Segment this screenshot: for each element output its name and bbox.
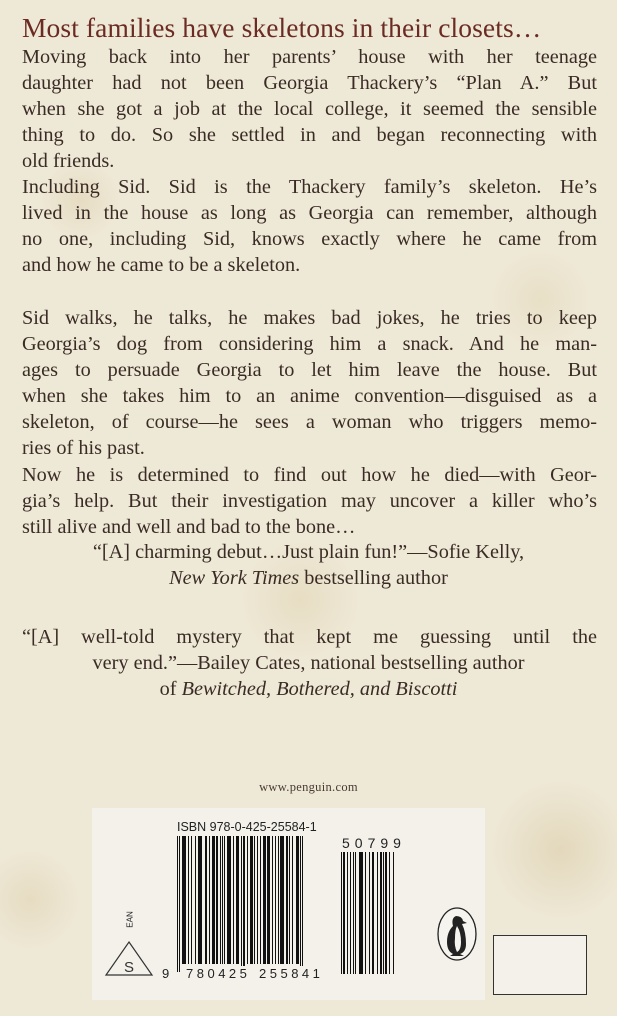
ean-triangle-icon <box>104 940 154 978</box>
barcode-bar <box>198 836 202 964</box>
barcode-bar <box>272 836 273 964</box>
barcode-digits-1: 780425 <box>186 966 251 981</box>
quote-2-line-2: very end.”—Bailey Cates, national bestselling author <box>92 652 525 674</box>
barcode-bar <box>383 852 384 974</box>
barcode-bar <box>296 836 299 964</box>
quote-2-prefix: of <box>159 678 182 700</box>
barcode-bar <box>267 836 270 964</box>
blurb-line: daughter had not been Georgia Thackery’s “Plan A.” But <box>22 72 597 94</box>
barcode-bar <box>220 836 221 964</box>
addon-barcode <box>341 852 417 974</box>
barcode-bar <box>236 836 239 964</box>
triangle-letter: S <box>123 959 135 976</box>
barcode-bar <box>233 836 234 964</box>
barcode-bar <box>209 836 210 964</box>
barcode-bar <box>243 836 245 972</box>
barcode-bar <box>389 852 390 974</box>
barcode-bar <box>182 836 186 964</box>
blurb-line: when she takes him to an anime convention—disguised as a <box>22 385 597 407</box>
barcode-bar <box>355 852 356 974</box>
barcode-bar <box>341 852 342 974</box>
barcode-bar <box>359 852 363 974</box>
barcode-bar <box>302 836 303 972</box>
ean-label: EAN <box>125 911 135 928</box>
barcode-bar <box>385 852 387 974</box>
barcode-bar <box>227 836 231 964</box>
publisher-url: www.penguin.com <box>259 780 358 794</box>
barcode-bar <box>286 836 288 964</box>
barcode-bar <box>247 836 248 964</box>
blurb-line: ages to persuade Georgia to let him leave the house. But <box>22 359 597 381</box>
blurb-line: Sid walks, he talks, he makes bad jokes, he tries to keep <box>22 307 597 329</box>
blurb-line: gia’s help. But their investigation may uncover a killer who’s <box>22 490 597 512</box>
blurb-line: Now he is determined to find out how he died—with Geor- <box>22 464 597 486</box>
blurb-line: thing to do. So she settled in and began reconnecting with <box>22 124 597 146</box>
ean-barcode <box>177 836 329 972</box>
barcode-bar <box>365 852 366 974</box>
barcode-bar <box>254 836 255 964</box>
barcode-bar <box>188 836 189 964</box>
barcode-bar <box>263 836 266 964</box>
barcode-bar <box>250 836 253 964</box>
barcode-bar <box>350 852 351 974</box>
barcode-bar <box>241 836 242 972</box>
barcode-bar <box>257 836 258 964</box>
blurb-line: Georgia’s dog from considering him a snack. And he man- <box>22 333 597 355</box>
quote-2-line-3 <box>0 676 617 702</box>
blurb-line: skeleton, of course—he sees a woman who triggers memo- <box>22 411 597 433</box>
blurb-line: ries of his past. <box>22 437 145 459</box>
headline: Most families have skeletons in their closets… <box>22 12 542 43</box>
blurb-line: still alive and well and bad to the bone… <box>22 516 356 538</box>
barcode-bar <box>275 836 276 964</box>
barcode-bar <box>353 852 354 974</box>
barcode-bar <box>179 836 180 972</box>
barcode-bar <box>393 852 394 974</box>
blurb-line: old friends. <box>22 150 115 172</box>
barcode-lead-digit: 9 <box>162 966 173 981</box>
barcode-bar <box>191 836 192 964</box>
barcode-bar <box>224 836 225 964</box>
blurb-line: when she got a job at the local college, it seemed the sensible <box>22 98 597 120</box>
barcode-bar <box>260 836 261 964</box>
barcode-bar <box>372 852 374 974</box>
barcode-bar <box>292 836 293 964</box>
barcode-bar <box>289 836 290 964</box>
quote-1-attribution: bestselling author <box>299 567 448 589</box>
barcode-bar <box>195 836 196 964</box>
barcode-bar <box>278 836 279 964</box>
barcode-bar <box>222 836 223 964</box>
barcode-bar <box>347 852 348 974</box>
barcode-bar <box>343 852 345 974</box>
barcode-bar <box>216 836 218 964</box>
barcode-bar <box>380 852 382 974</box>
barcode-digits-2: 255841 <box>259 966 324 981</box>
blurb-line: Moving back into her parents’ house with her teenage <box>22 46 597 68</box>
barcode-bar <box>212 836 215 964</box>
barcode-bar <box>280 836 284 964</box>
price-addon-digits: 50799 <box>342 835 406 851</box>
quote-2-line-1: “[A] well-told mystery that kept me guessing until the <box>22 626 597 648</box>
barcode-bar <box>177 836 178 972</box>
price-box <box>493 935 587 995</box>
blurb-line: lived in the house as long as Georgia can remember, although <box>22 202 597 224</box>
blurb-line: Including Sid. Sid is the Thackery family’s skeleton. He’s <box>22 176 597 198</box>
quote-1-line-1: “[A] charming debut…Just plain fun!”—Sofie Kelly, <box>92 541 525 563</box>
barcode-bar <box>205 836 207 964</box>
barcode-bar <box>369 852 370 974</box>
barcode-bar <box>300 836 301 972</box>
blurb-line: no one, including Sid, knows exactly where he came from <box>22 228 597 250</box>
penguin-logo-icon <box>436 906 478 962</box>
blurb-line: and how he came to be a skeleton. <box>22 254 301 276</box>
barcode-bar <box>377 852 378 974</box>
quote-1-line-2 <box>0 565 617 591</box>
isbn-text: ISBN 978-0-425-25584-1 <box>177 820 317 834</box>
publication-title: New York Times <box>169 567 300 589</box>
book-title: Bewitched, Bothered, and Biscotti <box>181 678 458 700</box>
